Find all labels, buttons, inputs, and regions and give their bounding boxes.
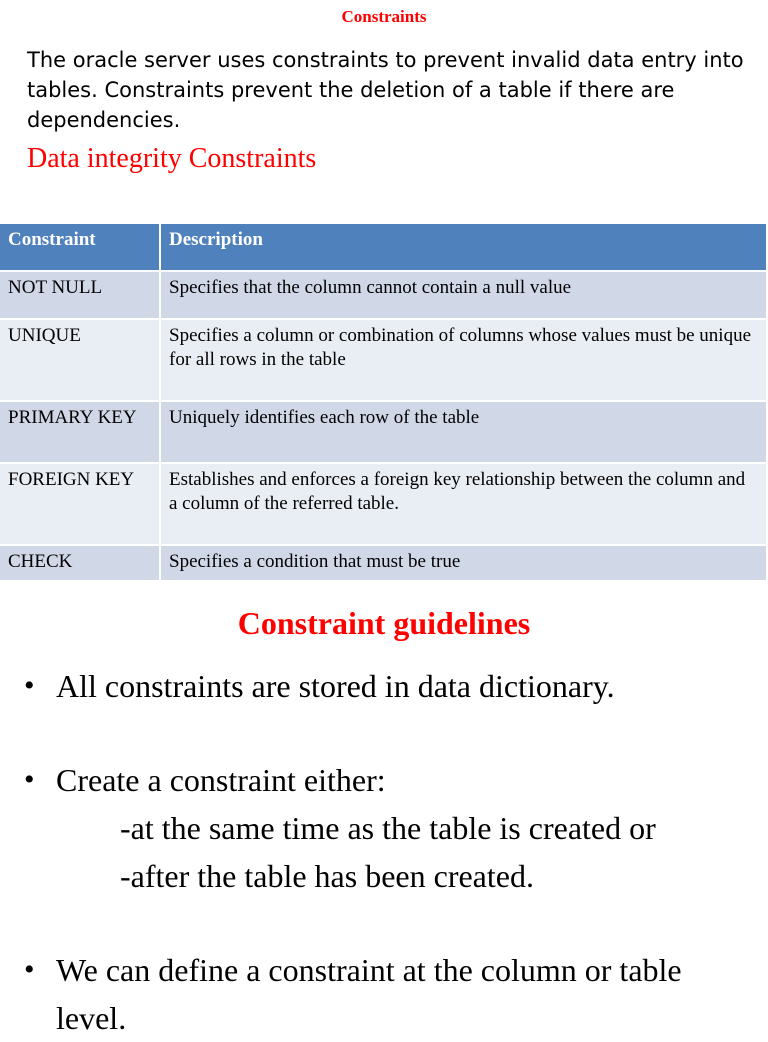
page-title: Constraints xyxy=(341,7,427,26)
constraint-cell: UNIQUE xyxy=(0,319,160,401)
constraint-cell: CHECK xyxy=(0,545,160,581)
constraint-cell: FOREIGN KEY xyxy=(0,463,160,545)
description-cell: Establishes and enforces a foreign key relationship between the column and a column of the referred table. xyxy=(160,463,767,545)
description-cell: Uniquely identifies each row of the table xyxy=(160,401,767,463)
bullet-text: We can define a constraint at the column or table level. xyxy=(56,952,682,1036)
column-header-description: Description xyxy=(160,224,767,271)
table-row xyxy=(0,319,767,401)
sub-item-text: -after the table has been created. xyxy=(120,858,534,894)
guidelines-title: Constraint guidelines xyxy=(237,605,531,641)
constraints-table xyxy=(0,224,768,582)
guidelines-list xyxy=(24,662,754,1042)
description-cell: Specifies a column or combination of columns whose values must be unique for all rows in the table xyxy=(160,319,767,401)
description-cell: Specifies that the column cannot contain a null value xyxy=(160,271,767,319)
table-row xyxy=(0,271,767,319)
bullet-text: Create a constraint either: xyxy=(56,762,386,798)
list-item xyxy=(24,946,754,1042)
bullet-text: All constraints are stored in data dictionary. xyxy=(56,668,615,704)
list-item xyxy=(24,756,754,900)
column-header-constraint: Constraint xyxy=(0,224,160,271)
list-item xyxy=(24,662,754,710)
bullet-icon: • xyxy=(24,669,35,702)
intro-paragraph: The oracle server uses constraints to prevent invalid data entry into tables. Constraints prevent the deletion of a table if there are dependencies. xyxy=(27,48,744,132)
bullet-icon: • xyxy=(24,763,35,796)
table-header-row xyxy=(0,224,767,271)
sub-item-text: -at the same time as the table is created or xyxy=(120,810,656,846)
table-row xyxy=(0,463,767,545)
table-row xyxy=(0,401,767,463)
bullet-icon: • xyxy=(24,953,35,986)
description-cell: Specifies a condition that must be true xyxy=(160,545,767,581)
table-row xyxy=(0,545,767,581)
section-subheading: Data integrity Constraints xyxy=(27,143,317,174)
constraint-cell: NOT NULL xyxy=(0,271,160,319)
constraint-cell: PRIMARY KEY xyxy=(0,401,160,463)
